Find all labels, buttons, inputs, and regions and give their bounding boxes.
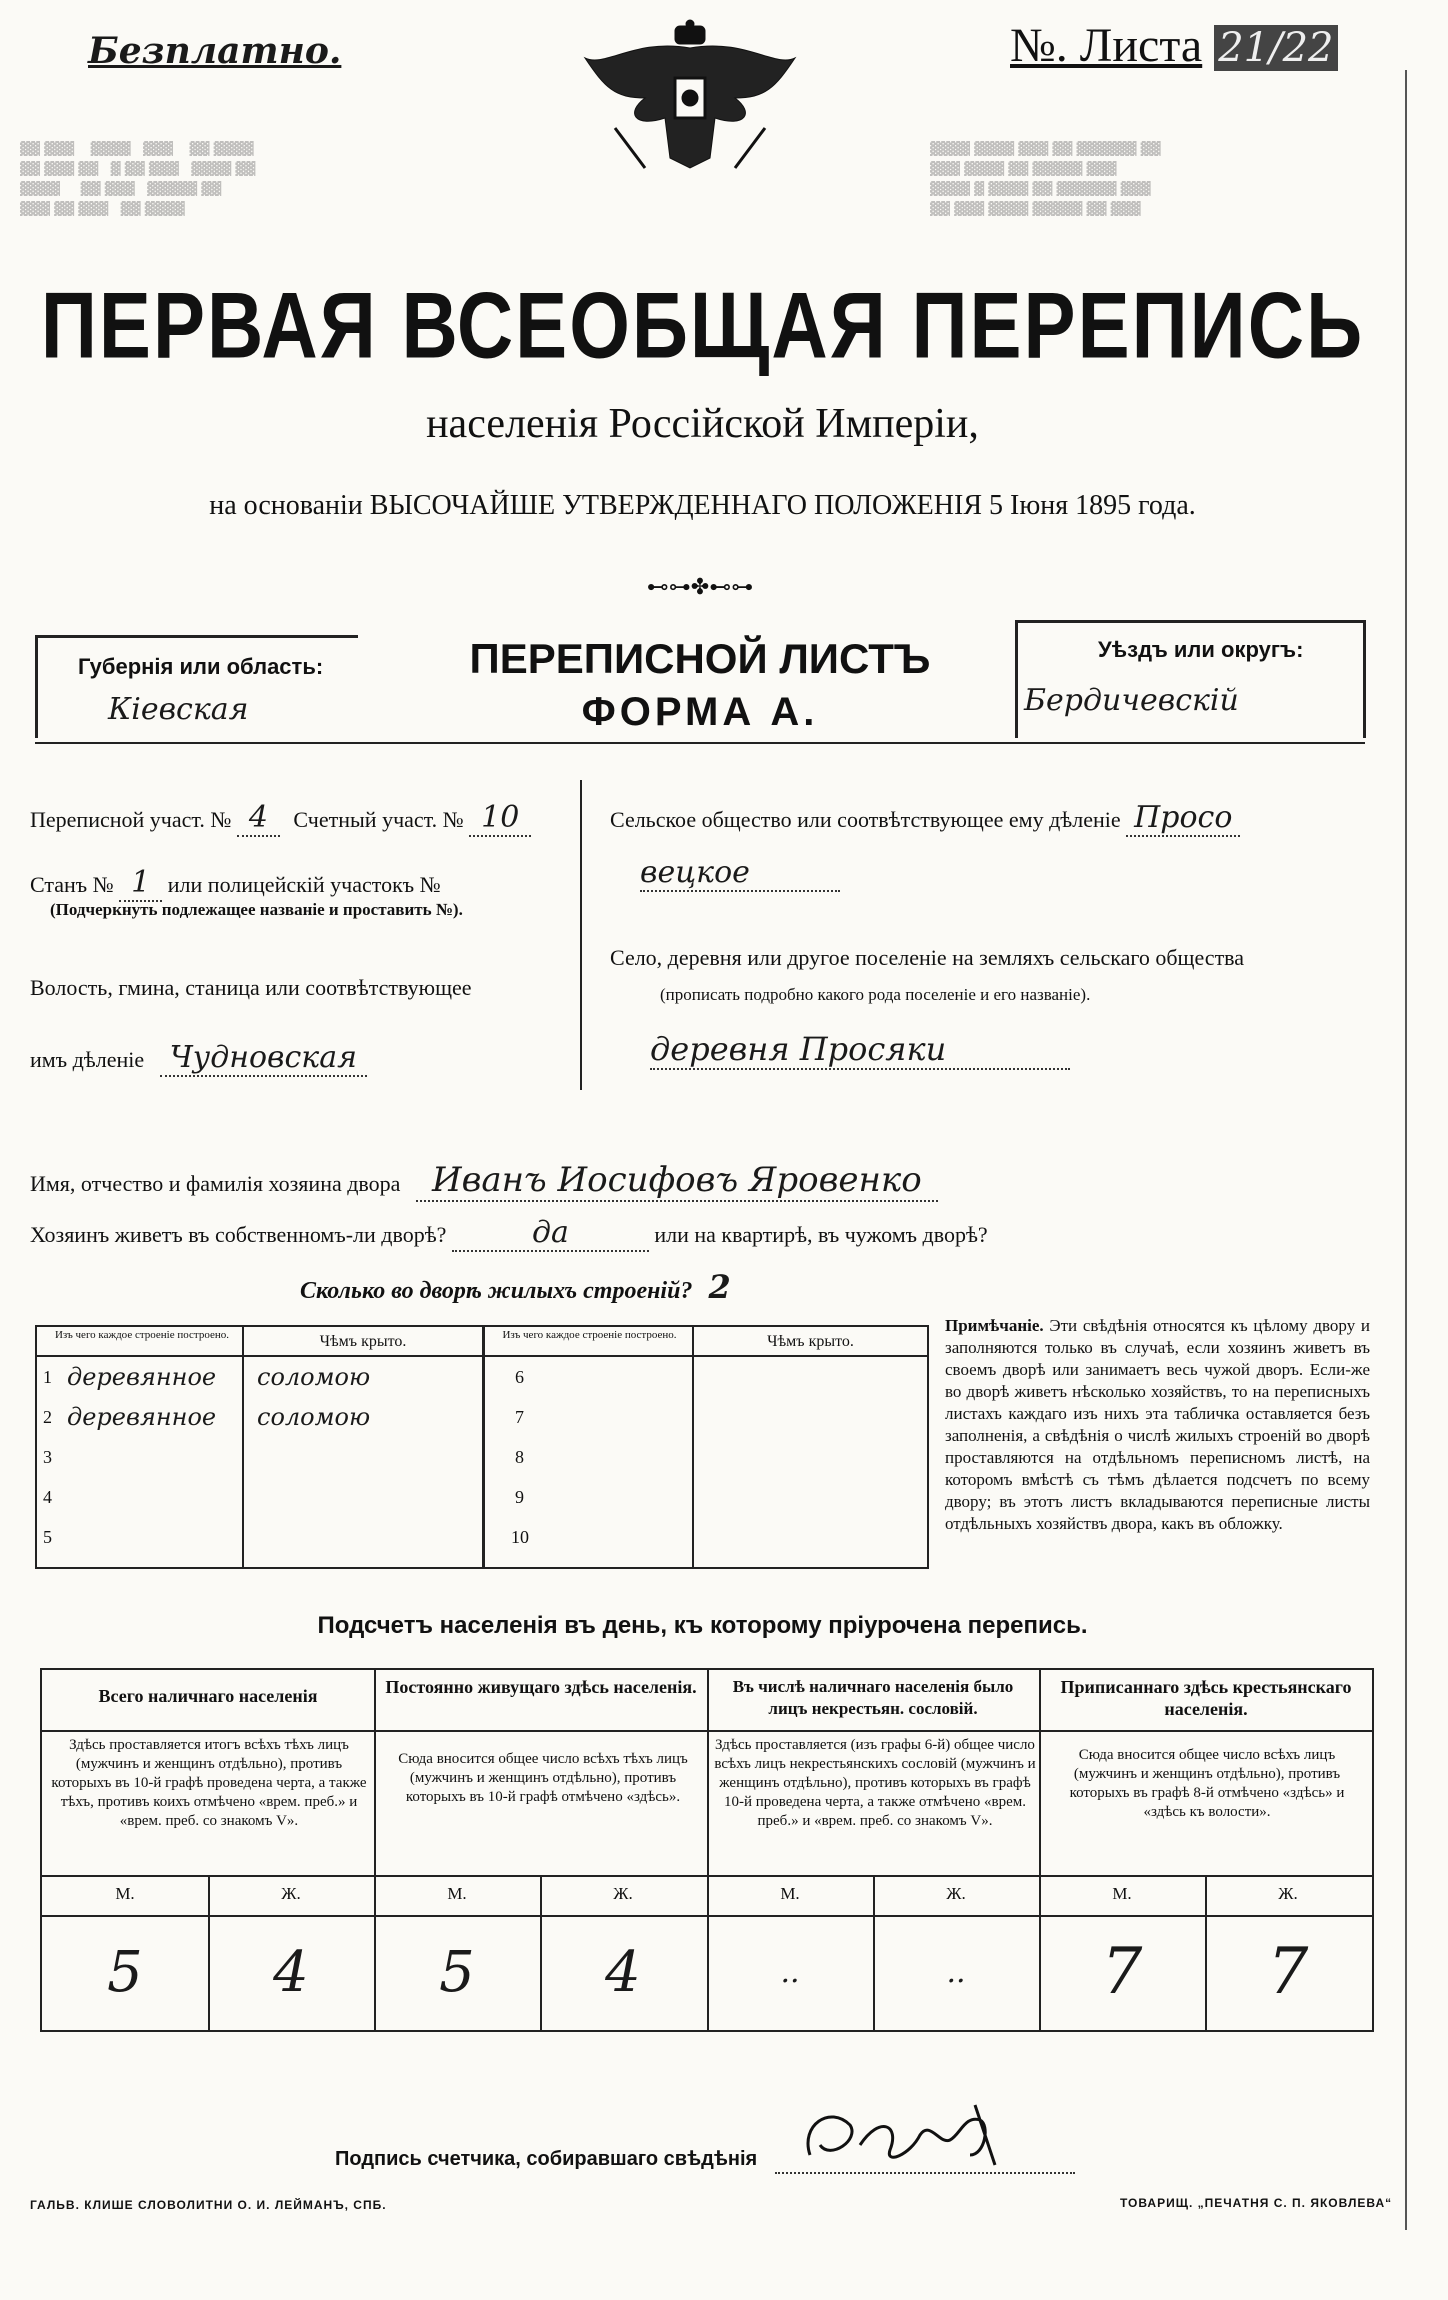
table-row: 3 — [43, 1447, 52, 1467]
stan-label: Станъ № — [30, 872, 114, 897]
buildings-right-rows — [485, 1359, 925, 1559]
buildings-col-roof-right: Чѣмъ крыто. — [767, 1333, 854, 1350]
count-col-4-m-value: 7 — [1101, 1935, 1143, 2009]
bleed-through-left: ▓▓ ▓▓▓ ▓▓▓▓ ▓▓▓ ▓▓ ▓▓▓▓ ▓▓ ▓▓▓ ▓▓ ▓ ▓▓ ▓▓▓ ▓▓▓▓ ▓▓ ▓▓▓▓ ▓▓ ▓▓▓ ▓▓▓▓▓ ▓▓ ▓▓▓ ▓▓ ▓▓▓ ▓▓ ▓▓▓▓ — [20, 142, 256, 217]
count-col-2-m-label: М. — [447, 1884, 467, 1903]
count-col-3-f-value: .. — [946, 1955, 966, 1990]
gubernia-label: Губернія или область: — [78, 654, 324, 679]
fields-divider — [580, 780, 582, 1090]
volost-label-2: имъ дѣленіе — [30, 1047, 145, 1072]
table-row: 8 — [515, 1447, 524, 1467]
count-heading: Подсчетъ населенія въ день, къ которому пріурочена перепись. — [317, 1612, 1088, 1639]
count-col-1-m-value: 5 — [107, 1940, 143, 2005]
note-text: Эти свѣдѣнія относятся къ цѣлому двору и заполняются только въ случаѣ, если хозяинъ живетъ въ своемъ дворѣ или занимаетъ весь чужой дворъ. Если-же во дворѣ живетъ нѣсколько хозяйствъ, то на переписныхъ листахъ каждаго изъ нихъ эта табличка оставляется безъ заполненія, а свѣдѣнія о числѣ жилыхъ строеній во дворѣ проставляются на отдѣльномъ переписномъ листѣ, на которомъ вмѣстѣ съ тѣмъ дѣлается подсчетъ по всему двору; въ этотъ листъ вкладываются переписные листы отдѣльныхъ хозяйствъ двора, какъ въ обложку. — [945, 1316, 1371, 1533]
lives-label-2: или на квартирѣ, въ чужомъ дворѣ? — [654, 1222, 988, 1247]
count-col-2-f-value: 4 — [605, 1940, 641, 2005]
selskoe-value-1: Просо — [1126, 800, 1240, 837]
count-col-2-m-value: 5 — [439, 1940, 475, 2005]
selo-label: Село, деревня или другое поселеніе на земляхъ сельскаго общества — [610, 945, 1245, 970]
count-col-3-m-value: .. — [780, 1955, 800, 1990]
count-col-3-f-label: Ж. — [946, 1884, 966, 1903]
sheet-number: 21/22 — [1214, 25, 1337, 71]
owner-label: Имя, отчество и фамилія хозяина двора — [30, 1171, 401, 1196]
owner-value: Иванъ Иосифовъ Яровенко — [416, 1160, 938, 1202]
basis-line: на основаніи ВЫСОЧАЙШЕ УТВЕРЖДЕННАГО ПОЛОЖЕНІЯ 5 Іюня 1895 года. — [209, 490, 1196, 521]
buildings-col-material-left: Изъ чего каждое строеніе построено. — [54, 1329, 230, 1341]
sheet-number-block — [1010, 18, 1338, 73]
sheet-label: №. Листа — [1010, 19, 1203, 72]
volost-row — [30, 1040, 367, 1075]
printer-right: ТОВАРИЩ. „ПЕЧАТНЯ С. П. ЯКОВЛЕВА“ — [1120, 2196, 1393, 2210]
ornament-divider: ⊷⊶✤⊷⊶ — [646, 575, 754, 600]
selskoe-value-2: вецкое — [640, 855, 840, 892]
selskoe-row — [610, 800, 1240, 835]
volost-label-1: Волость, гмина, станица или соотвѣтствующее — [30, 975, 472, 1000]
count-col-3-m-label: М. — [780, 1884, 800, 1903]
note-heading: Примѣчаніе. — [945, 1316, 1044, 1335]
double-headed-eagle-emblem — [575, 18, 805, 178]
selo-note: (прописать подробно какого рода поселеніе и его названіе). — [660, 985, 1091, 1004]
printer-left: ГАЛЬВ. КЛИШЕ СЛОВОЛИТНИ О. И. ЛЕЙМАНЪ, СПБ. — [30, 2198, 387, 2212]
page-title: ПЕРВАЯ ВСЕОБЩАЯ ПЕРЕПИСЬ — [40, 272, 1365, 378]
buildings-table — [35, 1325, 929, 1569]
lives-value: да — [452, 1215, 649, 1252]
count-col-1-f-value: 4 — [273, 1940, 309, 2005]
form-title: ПЕРЕПИСНОЙ ЛИСТЪ — [469, 635, 931, 682]
schetny-label: Счетный участ. № — [293, 807, 464, 832]
buildings-row — [300, 1268, 731, 1306]
table-row: 9 — [515, 1487, 524, 1507]
uezd-value: Бердичевскій — [1024, 683, 1239, 718]
count-col-4-f-value: 7 — [1267, 1935, 1309, 2009]
selskoe-label: Сельское общество или соотвѣтствующее ему дѣленіе — [610, 807, 1121, 832]
count-col-3-title: Въ числѣ наличнаго населенія было лицъ некрестьян. сословій. — [732, 1677, 1014, 1718]
stan-value: 1 — [119, 865, 162, 902]
buildings-col-material-right: Изъ чего каждое строеніе построено. — [502, 1329, 677, 1341]
stan-note: (Подчеркнуть подлежащее названіе и проставить №). — [50, 900, 463, 919]
header-rule — [35, 742, 1365, 744]
gubernia-box — [35, 635, 358, 738]
owner-row — [30, 1160, 938, 1200]
schetny-value: 10 — [469, 800, 531, 837]
table-row: 10 — [511, 1527, 529, 1547]
uezd-box — [1015, 620, 1366, 738]
lives-row — [30, 1215, 988, 1250]
stan-row — [30, 865, 441, 900]
count-desc-rule — [42, 1875, 1372, 1877]
buildings-value: 2 — [708, 1268, 731, 1306]
free-label: Безплатно. — [88, 30, 342, 72]
count-title-rule — [42, 1730, 1372, 1732]
count-col-2-f-label: Ж. — [613, 1884, 633, 1903]
signature-label: Подпись счетчика, собиравшаго свѣдѣнія — [335, 2148, 758, 2170]
perepis-label: Переписной участ. № — [30, 807, 232, 832]
count-col-1-f-label: Ж. — [281, 1884, 301, 1903]
count-col-2-title: Постоянно живущаго здѣсь населенія. — [385, 1677, 697, 1697]
buildings-label: Сколько во дворѣ жилыхъ строеній? — [300, 1278, 693, 1304]
note-block — [945, 1315, 1370, 1535]
table-row: 6 — [515, 1367, 524, 1387]
buildings-table-header-rule — [37, 1355, 927, 1357]
page-subtitle: населенія Россійской Имперіи, — [426, 401, 979, 447]
count-col-1-desc: Здѣсь проставляется итогъ всѣхъ тѣхъ лицъ (мужчинъ и женщинъ отдѣльно), противъ которыхъ въ 10-й графѣ проведена черта, а также тѣхъ, противъ коихъ отмѣчено «врем. преб.» и «врем. преб. со знакомъ V». — [51, 1737, 367, 1829]
table-row: 4 — [43, 1487, 52, 1507]
table-row: 7 — [515, 1407, 524, 1427]
count-col-1-title: Всего наличнаго населенія — [98, 1686, 318, 1706]
form-subtitle: ФОРМА А. — [581, 690, 819, 734]
count-col-3-desc: Здѣсь проставляется (изъ графы 6-й) общее число всѣхъ лицъ некрестьянскихъ сословій (мужчинъ и женщинъ отдѣльно), противъ которыхъ въ графѣ 10-й проведена черта, а также отмѣчено «врем. преб.» и «врем. преб. со знакомъ V». — [714, 1737, 1036, 1829]
count-col-4-title: Приписаннаго здѣсь крестьянскаго населенія. — [1060, 1677, 1352, 1719]
count-col-4-desc: Сюда вносится общее число всѣхъ лицъ (мужчинъ и женщинъ отдѣльно), противъ которыхъ въ графѣ 8-й отмѣчено «здѣсь» и «здѣсь къ волости». — [1069, 1747, 1345, 1820]
count-col-2-desc: Сюда вносится общее число всѣхъ тѣхъ лицъ (мужчинъ и женщинъ отдѣльно), противъ которыхъ въ 10-й графѣ отмѣчено «здѣсь». — [398, 1751, 688, 1805]
selo-value: деревня Просяки — [650, 1030, 1070, 1070]
perepis-value: 4 — [237, 800, 280, 837]
police-label: или полицейскій участокъ № — [167, 872, 441, 897]
count-col-4-f-label: Ж. — [1278, 1884, 1298, 1903]
lives-label: Хозяинъ живетъ въ собственномъ-ли дворѣ? — [30, 1222, 447, 1247]
uezd-label: Уѣздъ или округъ: — [1098, 637, 1304, 662]
table-row: 1 деревянное соломою — [43, 1363, 371, 1391]
count-table — [40, 1668, 1374, 2032]
perepis-row — [30, 800, 531, 835]
buildings-col-roof-left: Чѣмъ крыто. — [319, 1333, 407, 1350]
volost-value: Чудновская — [160, 1040, 367, 1077]
count-col-4-m-label: М. — [1112, 1884, 1132, 1903]
count-col-1-m-label: М. — [115, 1884, 135, 1903]
table-row: 2 деревянное соломою — [43, 1403, 371, 1431]
bleed-through-right: ▓▓▓▓ ▓▓▓▓ ▓▓▓ ▓▓ ▓▓▓▓▓▓ ▓▓ ▓▓▓ ▓▓▓▓ ▓▓ ▓▓▓▓▓ ▓▓▓ ▓▓▓▓ ▓ ▓▓▓▓ ▓▓ ▓▓▓▓▓▓ ▓▓▓ ▓▓ ▓▓▓ ▓▓▓▓ ▓▓▓▓▓ ▓▓ ▓▓▓ — [930, 142, 1161, 217]
buildings-left-rows — [37, 1359, 482, 1559]
count-mf-rule — [42, 1915, 1372, 1917]
table-row: 5 — [43, 1527, 52, 1547]
handwritten-signature — [790, 2085, 1010, 2180]
gubernia-value: Кіевская — [108, 692, 249, 727]
